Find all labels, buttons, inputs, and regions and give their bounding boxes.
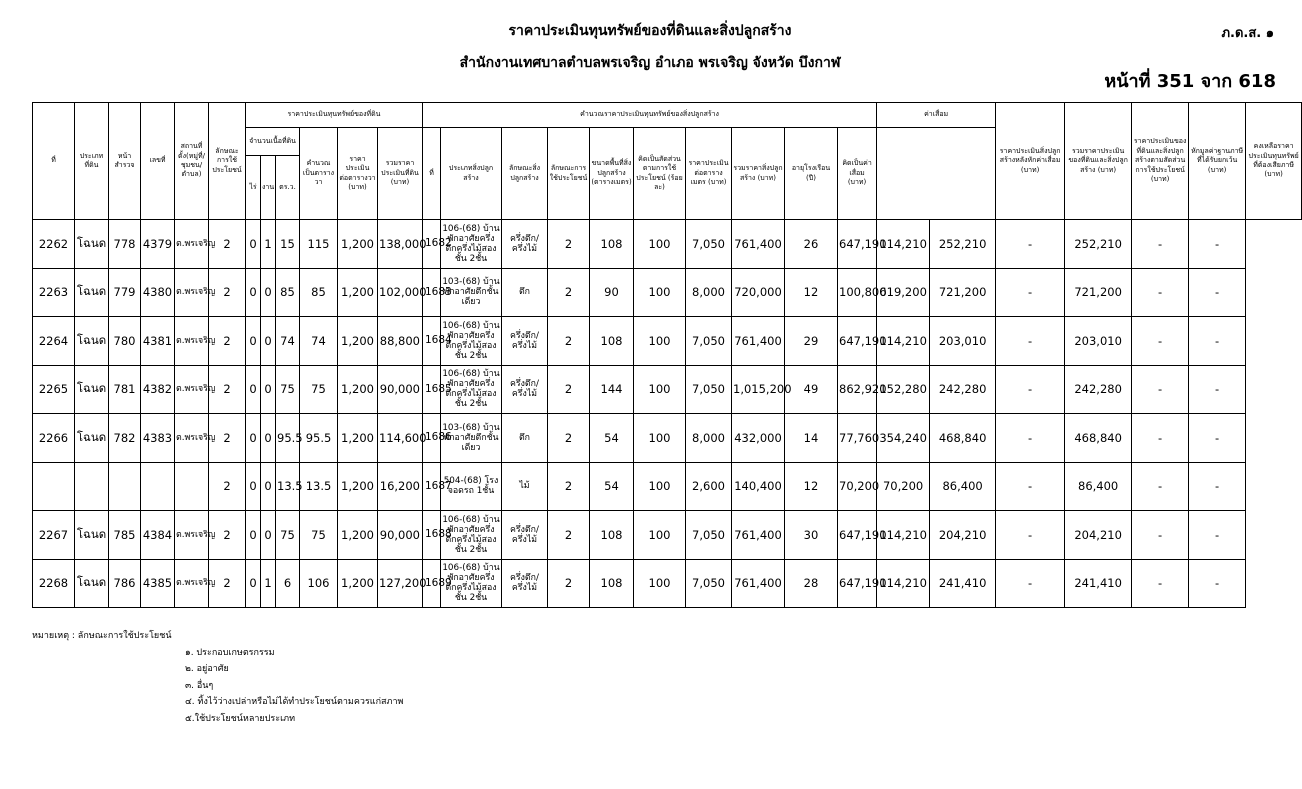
col-land-total: รวมราคาประเมินที่ดิน (บาท) — [378, 128, 423, 220]
cell-depreciation: 647,190 — [838, 220, 877, 269]
cell-after-depreciation: 152,280 — [877, 365, 930, 414]
cell-doc-number: 4384 — [141, 511, 175, 560]
cell-land-use: 2 — [209, 511, 246, 560]
document-title: ราคาประเมินทุนทรัพย์ของที่ดินและสิ่งปลูกสร้าง — [508, 23, 792, 39]
cell-price: 1,200 — [338, 511, 378, 560]
cell-building-price: 7,050 — [686, 365, 732, 414]
cell-price: 1,200 — [338, 462, 378, 511]
page-indicator: หน้าที่ 351 จาก 618 — [1104, 71, 1276, 92]
cell-doc-number: 4380 — [141, 268, 175, 317]
cell-building-use: 2 — [548, 220, 590, 269]
assessment-table — [32, 102, 1302, 608]
cell-location: ต.พรเจริญ — [175, 268, 209, 317]
cell-building-total: 720,000 — [732, 268, 785, 317]
cell-ngan: 1 — [261, 559, 276, 608]
cell-age: 30 — [785, 511, 838, 560]
cell-no — [33, 462, 75, 511]
cell-building-use: 2 — [548, 365, 590, 414]
cell-mixed-use: - — [996, 317, 1065, 366]
cell-remaining: - — [1132, 220, 1189, 269]
footnote-item: ๒. อยู่อาศัย — [185, 664, 229, 674]
cell-land-use: 2 — [209, 317, 246, 366]
col-depreciation-value: คิดเป็นค่าเสื่อม (บาท) — [838, 128, 877, 220]
col-rai: ไร่ — [246, 156, 261, 220]
cell-building-area: 90 — [590, 268, 634, 317]
cell-tax-rate: - — [1189, 462, 1246, 511]
cell-grand-total: 242,280 — [930, 365, 996, 414]
cell-location — [175, 462, 209, 511]
cell-grand-total: 204,210 — [930, 511, 996, 560]
cell-building-ratio: 100 — [634, 268, 686, 317]
cell-building-type: 504-(68) โรงจอดรถ 1ชั้น — [441, 462, 502, 511]
cell-after-depreciation: 354,240 — [877, 414, 930, 463]
cell-land-use: 2 — [209, 220, 246, 269]
cell-building-area: 108 — [590, 317, 634, 366]
cell-sq-wa: 75 — [276, 511, 300, 560]
cell-depreciation: 647,190 — [838, 317, 877, 366]
cell-ngan: 0 — [261, 317, 276, 366]
cell-grand-total: 468,840 — [930, 414, 996, 463]
col-building-use: ลักษณะการใช้ประโยชน์ — [548, 128, 590, 220]
cell-building-use: 2 — [548, 268, 590, 317]
table-row — [33, 317, 1302, 366]
cell-tax-rate: - — [1189, 511, 1246, 560]
cell-sq-wa: 74 — [276, 317, 300, 366]
cell-deduction: 241,410 — [1065, 559, 1132, 608]
cell-building-ratio: 100 — [634, 317, 686, 366]
cell-location: ต.พรเจริญ — [175, 511, 209, 560]
col-land-use: ลักษณะการใช้ประโยชน์ — [209, 103, 246, 220]
cell-building-ratio: 100 — [634, 559, 686, 608]
cell-deduction: 203,010 — [1065, 317, 1132, 366]
cell-grand-total: 721,200 — [930, 268, 996, 317]
cell-survey-page: 781 — [109, 365, 141, 414]
cell-deduction: 86,400 — [1065, 462, 1132, 511]
cell-rai: 0 — [246, 559, 261, 608]
footnote-item: ๔. ทิ้งไว้ว่างเปล่าหรือไม่ได้ทำประโยชน์ตามควรแก่สภาพ — [185, 697, 404, 707]
table-row — [33, 365, 1302, 414]
cell-building-no: 1688 — [423, 511, 441, 560]
group-land-area: จำนวนเนื้อที่ดิน — [246, 128, 300, 156]
cell-survey-page: 779 — [109, 268, 141, 317]
col-sq-wa: ตร.ว. — [276, 156, 300, 220]
cell-building-no: 1685 — [423, 365, 441, 414]
cell-age: 49 — [785, 365, 838, 414]
cell-ngan: 0 — [261, 268, 276, 317]
table-row — [33, 462, 1302, 511]
cell-building-type: 106-(68) บ้านพักอาศัยครึ่งตึกครึ่งไม้สองชั้น 2ชั้น — [441, 365, 502, 414]
cell-age: 12 — [785, 268, 838, 317]
cell-sq-wa: 15 — [276, 220, 300, 269]
cell-land-total: 127,200 — [378, 559, 423, 608]
cell-building-no: 1682 — [423, 220, 441, 269]
cell-doc-type: โฉนด — [75, 317, 109, 366]
cell-building-price: 8,000 — [686, 414, 732, 463]
cell-grand-total: 252,210 — [930, 220, 996, 269]
cell-building-use: 2 — [548, 511, 590, 560]
cell-survey-page: 786 — [109, 559, 141, 608]
footnotes — [32, 628, 403, 727]
cell-remaining: - — [1132, 559, 1189, 608]
footnote-item: ๑. ประกอบเกษตรกรรม — [185, 647, 275, 658]
cell-land-use: 2 — [209, 462, 246, 511]
cell-building-total: 140,400 — [732, 462, 785, 511]
col-doc-number: เลขที่ — [141, 103, 175, 220]
cell-building-use: 2 — [548, 317, 590, 366]
col-location: สถานที่ตั้ง(หมู่ที่/ชุมชน/ตำบล) — [175, 103, 209, 220]
cell-building-kind: ครึ่งตึก/ครึ่งไม้ — [502, 365, 548, 414]
col-building-age: อายุโรงเรือน (ปี) — [785, 128, 838, 220]
col-mixed-use: ราคาประเมินของที่ดินและสิ่งปลูกสร้างตามสัดส่วนการใช้ประโยชน์ (บาท) — [1132, 103, 1189, 220]
cell-building-area: 54 — [590, 462, 634, 511]
cell-building-no: 1686 — [423, 414, 441, 463]
cell-doc-type: โฉนด — [75, 268, 109, 317]
cell-remaining: - — [1132, 268, 1189, 317]
cell-building-area: 108 — [590, 559, 634, 608]
col-building-price-sqm: ราคาประเมินต่อตารางเมตร (บาท) — [686, 128, 732, 220]
col-after-depreciation: ราคาประเมินสิ่งปลูกสร้างหลังหักค่าเสื่อม (บาท) — [996, 103, 1065, 220]
cell-building-price: 2,600 — [686, 462, 732, 511]
cell-sq-wa: 6 — [276, 559, 300, 608]
cell-grand-total: 203,010 — [930, 317, 996, 366]
cell-building-price: 7,050 — [686, 511, 732, 560]
cell-after-depreciation: 114,210 — [877, 220, 930, 269]
cell-mixed-use: - — [996, 511, 1065, 560]
cell-depreciation: 647,190 — [838, 511, 877, 560]
cell-land-total: 90,000 — [378, 511, 423, 560]
cell-land-total: 90,000 — [378, 365, 423, 414]
cell-building-use: 2 — [548, 462, 590, 511]
cell-price: 1,200 — [338, 365, 378, 414]
cell-price: 1,200 — [338, 317, 378, 366]
col-grand-total: รวมราคาประเมินของที่ดินและสิ่งปลูกสร้าง (บาท) — [1065, 103, 1132, 220]
cell-doc-number: 4385 — [141, 559, 175, 608]
cell-land-total: 102,000 — [378, 268, 423, 317]
cell-building-area: 108 — [590, 511, 634, 560]
cell-building-kind: ตึก — [502, 414, 548, 463]
table-row — [33, 220, 1302, 269]
cell-building-price: 8,000 — [686, 268, 732, 317]
cell-tax-rate: - — [1189, 268, 1246, 317]
cell-sq-wa: 85 — [276, 268, 300, 317]
cell-building-type: 106-(68) บ้านพักอาศัยครึ่งตึกครึ่งไม้สองชั้น 2ชั้น — [441, 511, 502, 560]
cell-remaining: - — [1132, 511, 1189, 560]
cell-mixed-use: - — [996, 365, 1065, 414]
cell-deduction: 204,210 — [1065, 511, 1132, 560]
cell-no: 2265 — [33, 365, 75, 414]
cell-building-type: 106-(68) บ้านพักอาศัยครึ่งตึกครึ่งไม้สองชั้น 2ชั้น — [441, 559, 502, 608]
cell-rai: 0 — [246, 511, 261, 560]
cell-depreciation: 77,760 — [838, 414, 877, 463]
cell-building-area: 108 — [590, 220, 634, 269]
cell-building-total: 432,000 — [732, 414, 785, 463]
cell-land-use: 2 — [209, 268, 246, 317]
cell-calc: 74 — [300, 317, 338, 366]
col-remaining: คงเหลือราคาประเมินทุนทรัพย์ที่ต้องเสียภาษี (บาท) — [1246, 103, 1302, 220]
cell-building-kind: ครึ่งตึก/ครึ่งไม้ — [502, 559, 548, 608]
col-building-kind: ลักษณะสิ่งปลูกสร้าง — [502, 128, 548, 220]
cell-building-no: 1687 — [423, 462, 441, 511]
cell-building-no: 1689 — [423, 559, 441, 608]
footnote-item: ๕.ใช้ประโยชน์หลายประเภท — [185, 713, 296, 724]
group-depreciation: ค่าเสื่อม — [877, 103, 996, 128]
cell-no: 2267 — [33, 511, 75, 560]
cell-mixed-use: - — [996, 462, 1065, 511]
cell-building-price: 7,050 — [686, 317, 732, 366]
cell-building-ratio: 100 — [634, 462, 686, 511]
cell-calc: 75 — [300, 511, 338, 560]
cell-deduction: 252,210 — [1065, 220, 1132, 269]
cell-building-area: 144 — [590, 365, 634, 414]
cell-rai: 0 — [246, 414, 261, 463]
cell-calc: 115 — [300, 220, 338, 269]
cell-calc: 75 — [300, 365, 338, 414]
cell-building-total: 761,400 — [732, 220, 785, 269]
table-body — [33, 220, 1302, 608]
cell-ngan: 0 — [261, 462, 276, 511]
cell-survey-page: 782 — [109, 414, 141, 463]
cell-sq-wa: 75 — [276, 365, 300, 414]
cell-calc: 95.5 — [300, 414, 338, 463]
cell-remaining: - — [1132, 317, 1189, 366]
cell-survey-page — [109, 462, 141, 511]
cell-deduction: 468,840 — [1065, 414, 1132, 463]
cell-building-use: 2 — [548, 414, 590, 463]
col-building-total: รวมราคาสิ่งปลูกสร้าง (บาท) — [732, 128, 785, 220]
cell-building-type: 106-(68) บ้านพักอาศัยครึ่งตึกครึ่งไม้สองชั้น 2ชั้น — [441, 220, 502, 269]
col-no: ที่ — [33, 103, 75, 220]
cell-doc-number: 4382 — [141, 365, 175, 414]
col-ngan: งาน — [261, 156, 276, 220]
col-calc-sq-wa: คำนวณเป็นตารางวา — [300, 128, 338, 220]
cell-rai: 0 — [246, 365, 261, 414]
cell-price: 1,200 — [338, 268, 378, 317]
cell-remaining: - — [1132, 365, 1189, 414]
cell-building-kind: ครึ่งตึก/ครึ่งไม้ — [502, 220, 548, 269]
cell-age: 14 — [785, 414, 838, 463]
cell-doc-type: โฉนด — [75, 365, 109, 414]
cell-building-kind: ไม้ — [502, 462, 548, 511]
table-row — [33, 414, 1302, 463]
cell-ngan: 0 — [261, 414, 276, 463]
cell-building-ratio: 100 — [634, 511, 686, 560]
cell-building-total: 1,015,200 — [732, 365, 785, 414]
footnote-label: หมายเหตุ : ลักษณะการใช้ประโยชน์ — [32, 631, 172, 641]
cell-doc-type: โฉนด — [75, 559, 109, 608]
cell-grand-total: 86,400 — [930, 462, 996, 511]
col-building-type: ประเภทสิ่งปลูกสร้าง — [441, 128, 502, 220]
cell-calc: 106 — [300, 559, 338, 608]
cell-building-total: 761,400 — [732, 317, 785, 366]
cell-building-ratio: 100 — [634, 414, 686, 463]
table-row — [33, 511, 1302, 560]
cell-age: 12 — [785, 462, 838, 511]
cell-building-no: 1683 — [423, 268, 441, 317]
cell-land-total: 88,800 — [378, 317, 423, 366]
cell-no: 2264 — [33, 317, 75, 366]
cell-mixed-use: - — [996, 268, 1065, 317]
cell-grand-total: 241,410 — [930, 559, 996, 608]
cell-no: 2262 — [33, 220, 75, 269]
cell-remaining: - — [1132, 462, 1189, 511]
cell-building-kind: ครึ่งตึก/ครึ่งไม้ — [502, 511, 548, 560]
cell-mixed-use: - — [996, 220, 1065, 269]
group-land-value: ราคาประเมินทุนทรัพย์ของที่ดิน — [246, 103, 423, 128]
cell-doc-number: 4381 — [141, 317, 175, 366]
cell-rai: 0 — [246, 268, 261, 317]
cell-deduction: 242,280 — [1065, 365, 1132, 414]
cell-sq-wa: 13.5 — [276, 462, 300, 511]
office-name: สำนักงานเทศบาลตำบลพรเจริญ อำเภอ พรเจริญ จังหวัด บึงกาฬ — [459, 55, 841, 71]
cell-land-use: 2 — [209, 365, 246, 414]
cell-calc: 85 — [300, 268, 338, 317]
cell-land-total: 114,600 — [378, 414, 423, 463]
cell-no: 2268 — [33, 559, 75, 608]
cell-ngan: 0 — [261, 365, 276, 414]
cell-remaining: - — [1132, 414, 1189, 463]
cell-location: ต.พรเจริญ — [175, 414, 209, 463]
cell-survey-page: 780 — [109, 317, 141, 366]
cell-building-kind: ตึก — [502, 268, 548, 317]
cell-rai: 0 — [246, 317, 261, 366]
cell-depreciation: 862,920 — [838, 365, 877, 414]
cell-depreciation: 70,200 — [838, 462, 877, 511]
cell-rai: 0 — [246, 220, 261, 269]
cell-building-type: 103-(68) บ้านพักอาศัยตึกชั้นเดียว — [441, 268, 502, 317]
cell-tax-rate: - — [1189, 365, 1246, 414]
footnote-item: ๓. อื่นๆ — [185, 680, 214, 691]
cell-building-type: 106-(68) บ้านพักอาศัยครึ่งตึกครึ่งไม้สองชั้น 2ชั้น — [441, 317, 502, 366]
cell-building-kind: ครึ่งตึก/ครึ่งไม้ — [502, 317, 548, 366]
form-code: ภ.ด.ส. ๑ — [1221, 26, 1274, 41]
cell-land-use: 2 — [209, 414, 246, 463]
cell-after-depreciation: 619,200 — [877, 268, 930, 317]
group-building-value: คำนวณราคาประเมินทุนทรัพย์ของสิ่งปลูกสร้าง — [423, 103, 877, 128]
cell-doc-number — [141, 462, 175, 511]
col-survey-page: หน้าสำรวจ — [109, 103, 141, 220]
cell-doc-type: โฉนด — [75, 511, 109, 560]
cell-tax-rate: - — [1189, 220, 1246, 269]
cell-calc: 13.5 — [300, 462, 338, 511]
cell-building-price: 7,050 — [686, 220, 732, 269]
cell-price: 1,200 — [338, 220, 378, 269]
table-row — [33, 559, 1302, 608]
cell-doc-number: 4383 — [141, 414, 175, 463]
cell-doc-number: 4379 — [141, 220, 175, 269]
cell-mixed-use: - — [996, 559, 1065, 608]
cell-age: 26 — [785, 220, 838, 269]
cell-no: 2266 — [33, 414, 75, 463]
col-deduction: หักมูลค่าฐานภาษีที่ได้รับยกเว้น (บาท) — [1189, 103, 1246, 220]
cell-after-depreciation: 70,200 — [877, 462, 930, 511]
cell-no: 2263 — [33, 268, 75, 317]
cell-doc-type — [75, 462, 109, 511]
cell-land-total: 138,000 — [378, 220, 423, 269]
cell-building-no: 1684 — [423, 317, 441, 366]
cell-building-ratio: 100 — [634, 365, 686, 414]
cell-location: ต.พรเจริญ — [175, 317, 209, 366]
cell-deduction: 721,200 — [1065, 268, 1132, 317]
col-building-no: ที่ — [423, 128, 441, 220]
cell-building-area: 54 — [590, 414, 634, 463]
cell-survey-page: 785 — [109, 511, 141, 560]
cell-sq-wa: 95.5 — [276, 414, 300, 463]
table-row — [33, 268, 1302, 317]
cell-location: ต.พรเจริญ — [175, 559, 209, 608]
col-building-area: ขนาดพื้นที่สิ่งปลูกสร้าง (ตารางเมตร) — [590, 128, 634, 220]
cell-price: 1,200 — [338, 559, 378, 608]
cell-land-use: 2 — [209, 559, 246, 608]
cell-ngan: 0 — [261, 511, 276, 560]
cell-building-total: 761,400 — [732, 511, 785, 560]
cell-depreciation: 100,800 — [838, 268, 877, 317]
cell-location: ต.พรเจริญ — [175, 365, 209, 414]
cell-mixed-use: - — [996, 414, 1065, 463]
cell-doc-type: โฉนด — [75, 220, 109, 269]
cell-building-use: 2 — [548, 559, 590, 608]
cell-after-depreciation: 114,210 — [877, 317, 930, 366]
cell-building-type: 103-(68) บ้านพักอาศัยตึกชั้นเดียว — [441, 414, 502, 463]
col-doc-type: ประเภทที่ดิน — [75, 103, 109, 220]
cell-age: 28 — [785, 559, 838, 608]
cell-after-depreciation: 114,210 — [877, 559, 930, 608]
cell-land-total: 16,200 — [378, 462, 423, 511]
cell-building-price: 7,050 — [686, 559, 732, 608]
cell-tax-rate: - — [1189, 414, 1246, 463]
cell-tax-rate: - — [1189, 559, 1246, 608]
cell-building-ratio: 100 — [634, 220, 686, 269]
cell-rai: 0 — [246, 462, 261, 511]
col-price-sq-wa: ราคาประเมินต่อตารางวา (บาท) — [338, 128, 378, 220]
cell-survey-page: 778 — [109, 220, 141, 269]
cell-price: 1,200 — [338, 414, 378, 463]
cell-ngan: 1 — [261, 220, 276, 269]
cell-after-depreciation: 114,210 — [877, 511, 930, 560]
cell-depreciation: 647,190 — [838, 559, 877, 608]
col-building-ratio: คิดเป็นสัดส่วนตามการใช้ประโยชน์ (ร้อยละ) — [634, 128, 686, 220]
cell-location: ต.พรเจริญ — [175, 220, 209, 269]
cell-doc-type: โฉนด — [75, 414, 109, 463]
cell-building-total: 761,400 — [732, 559, 785, 608]
cell-age: 29 — [785, 317, 838, 366]
cell-tax-rate: - — [1189, 317, 1246, 366]
